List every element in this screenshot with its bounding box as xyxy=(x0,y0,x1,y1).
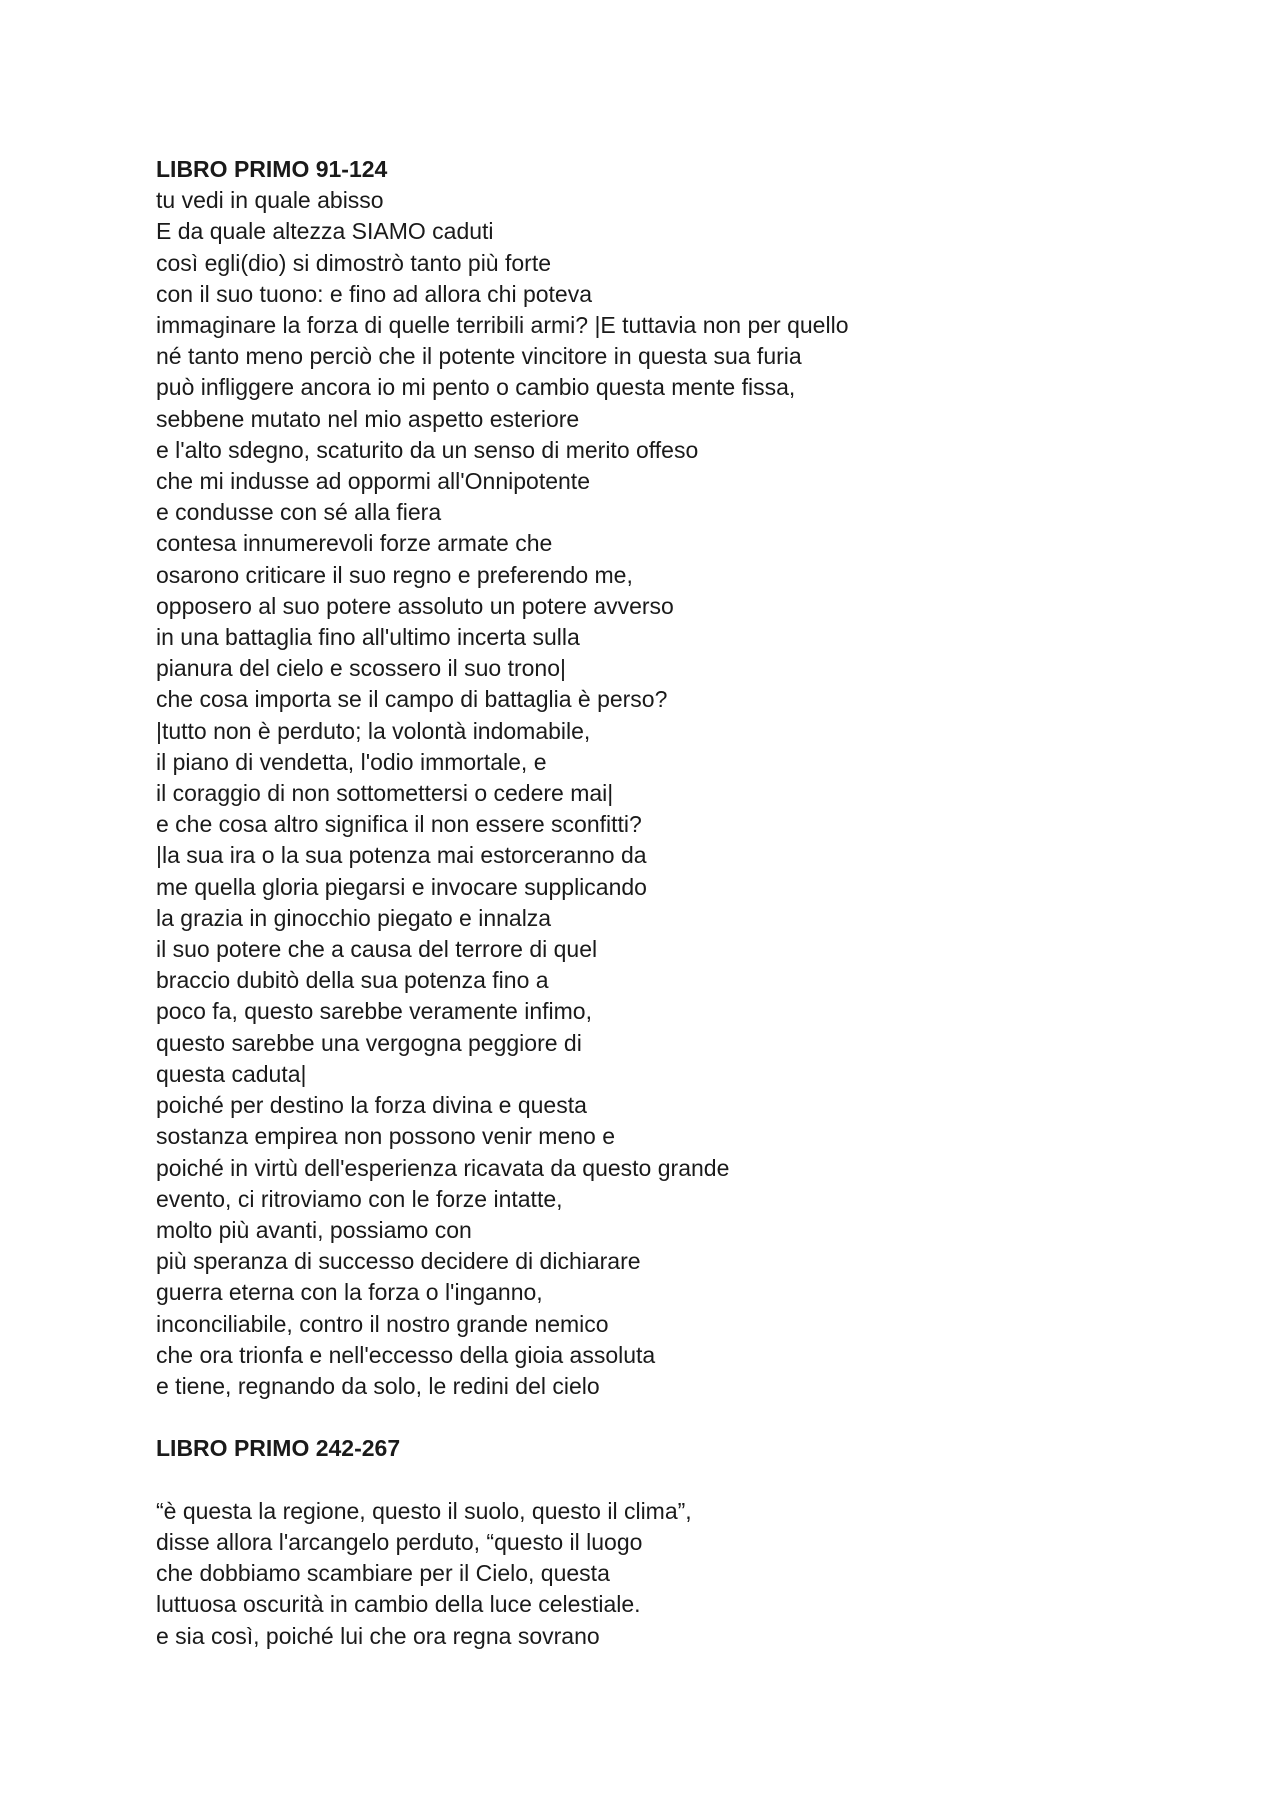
verse-line: |la sua ira o la sua potenza mai estorceranno da xyxy=(156,842,647,869)
verse-line: osarono criticare il suo regno e preferendo me, xyxy=(156,561,633,588)
verse-line: “è questa la regione, questo il suolo, questo il clima”, xyxy=(156,1497,692,1524)
heading-spacer xyxy=(156,1465,1156,1496)
section-heading: LIBRO PRIMO 242-267 xyxy=(156,1435,401,1462)
section-spacer xyxy=(156,1402,1156,1433)
verse-line: guerra eterna con la forza o l'inganno, xyxy=(156,1279,543,1306)
verse-line: tu vedi in quale abisso xyxy=(156,187,384,214)
verse-line: E da quale altezza SIAMO caduti xyxy=(156,218,494,245)
verse-line: e tiene, regnando da solo, le redini del cielo xyxy=(156,1372,600,1399)
verse-line: che mi indusse ad oppormi all'Onnipotente xyxy=(156,468,590,495)
verse-line: più speranza di successo decidere di dichiarare xyxy=(156,1248,641,1275)
verse-line: sostanza empirea non possono venir meno e xyxy=(156,1123,616,1150)
verse-line: e l'alto sdegno, scaturito da un senso di merito offeso xyxy=(156,436,699,463)
verse-line: evento, ci ritroviamo con le forze intatte, xyxy=(156,1185,563,1212)
verse-line: né tanto meno perciò che il potente vincitore in questa sua furia xyxy=(156,343,802,370)
verse-line: contesa innumerevoli forze armate che xyxy=(156,530,553,557)
verse-line: poco fa, questo sarebbe veramente infimo, xyxy=(156,998,592,1025)
verse-line: e condusse con sé alla fiera xyxy=(156,499,442,526)
verse-line: il coraggio di non sottomettersi o cedere mai| xyxy=(156,780,614,807)
verse-line: che dobbiamo scambiare per il Cielo, questa xyxy=(156,1560,610,1587)
verse-line: me quella gloria piegarsi e invocare supplicando xyxy=(156,873,647,900)
verse-line: sebbene mutato nel mio aspetto esteriore xyxy=(156,405,580,432)
verse-line: molto più avanti, possiamo con xyxy=(156,1216,472,1243)
document-body xyxy=(156,154,1156,1652)
verse-line: e sia così, poiché lui che ora regna sovrano xyxy=(156,1622,600,1649)
section-libro-primo-242-267 xyxy=(156,1433,1156,1651)
verse-line: che ora trionfa e nell'eccesso della gioia assoluta xyxy=(156,1341,656,1368)
verse-line: la grazia in ginocchio piegato e innalza xyxy=(156,904,552,931)
verse-line: il piano di vendetta, l'odio immortale, e xyxy=(156,748,547,775)
verse-line: inconciliabile, contro il nostro grande nemico xyxy=(156,1310,609,1337)
verse-line: così egli(dio) si dimostrò tanto più forte xyxy=(156,249,552,276)
verse-line: questo sarebbe una vergogna peggiore di xyxy=(156,1029,582,1056)
verse-line: questa caduta| xyxy=(156,1060,307,1087)
verse-line: pianura del cielo e scossero il suo trono| xyxy=(156,655,566,682)
verse-line: disse allora l'arcangelo perduto, “questo il luogo xyxy=(156,1528,643,1555)
section-libro-primo-91-124 xyxy=(156,154,1156,1402)
verse-line: luttuosa oscurità in cambio della luce celestiale. xyxy=(156,1591,641,1618)
verse-line: poiché per destino la forza divina e questa xyxy=(156,1092,587,1119)
verse-line: braccio dubitò della sua potenza fino a xyxy=(156,967,549,994)
verse-line: opposero al suo potere assoluto un potere avverso xyxy=(156,592,674,619)
verse-line: immaginare la forza di quelle terribili armi? |E tuttavia non per quello xyxy=(156,312,849,339)
verse-line: in una battaglia fino all'ultimo incerta sulla xyxy=(156,624,580,651)
verse-line: può infliggere ancora io mi pento o cambio questa mente fissa, xyxy=(156,374,796,401)
verse-line: il suo potere che a causa del terrore di quel xyxy=(156,936,598,963)
verse-line: e che cosa altro significa il non essere sconfitti? xyxy=(156,811,642,838)
verse-line: |tutto non è perduto; la volontà indomabile, xyxy=(156,717,591,744)
verse-line: con il suo tuono: e fino ad allora chi poteva xyxy=(156,280,593,307)
verse-line: che cosa importa se il campo di battaglia è perso? xyxy=(156,686,668,713)
section-heading: LIBRO PRIMO 91-124 xyxy=(156,156,388,182)
verse-line: poiché in virtù dell'esperienza ricavata da questo grande xyxy=(156,1154,730,1181)
